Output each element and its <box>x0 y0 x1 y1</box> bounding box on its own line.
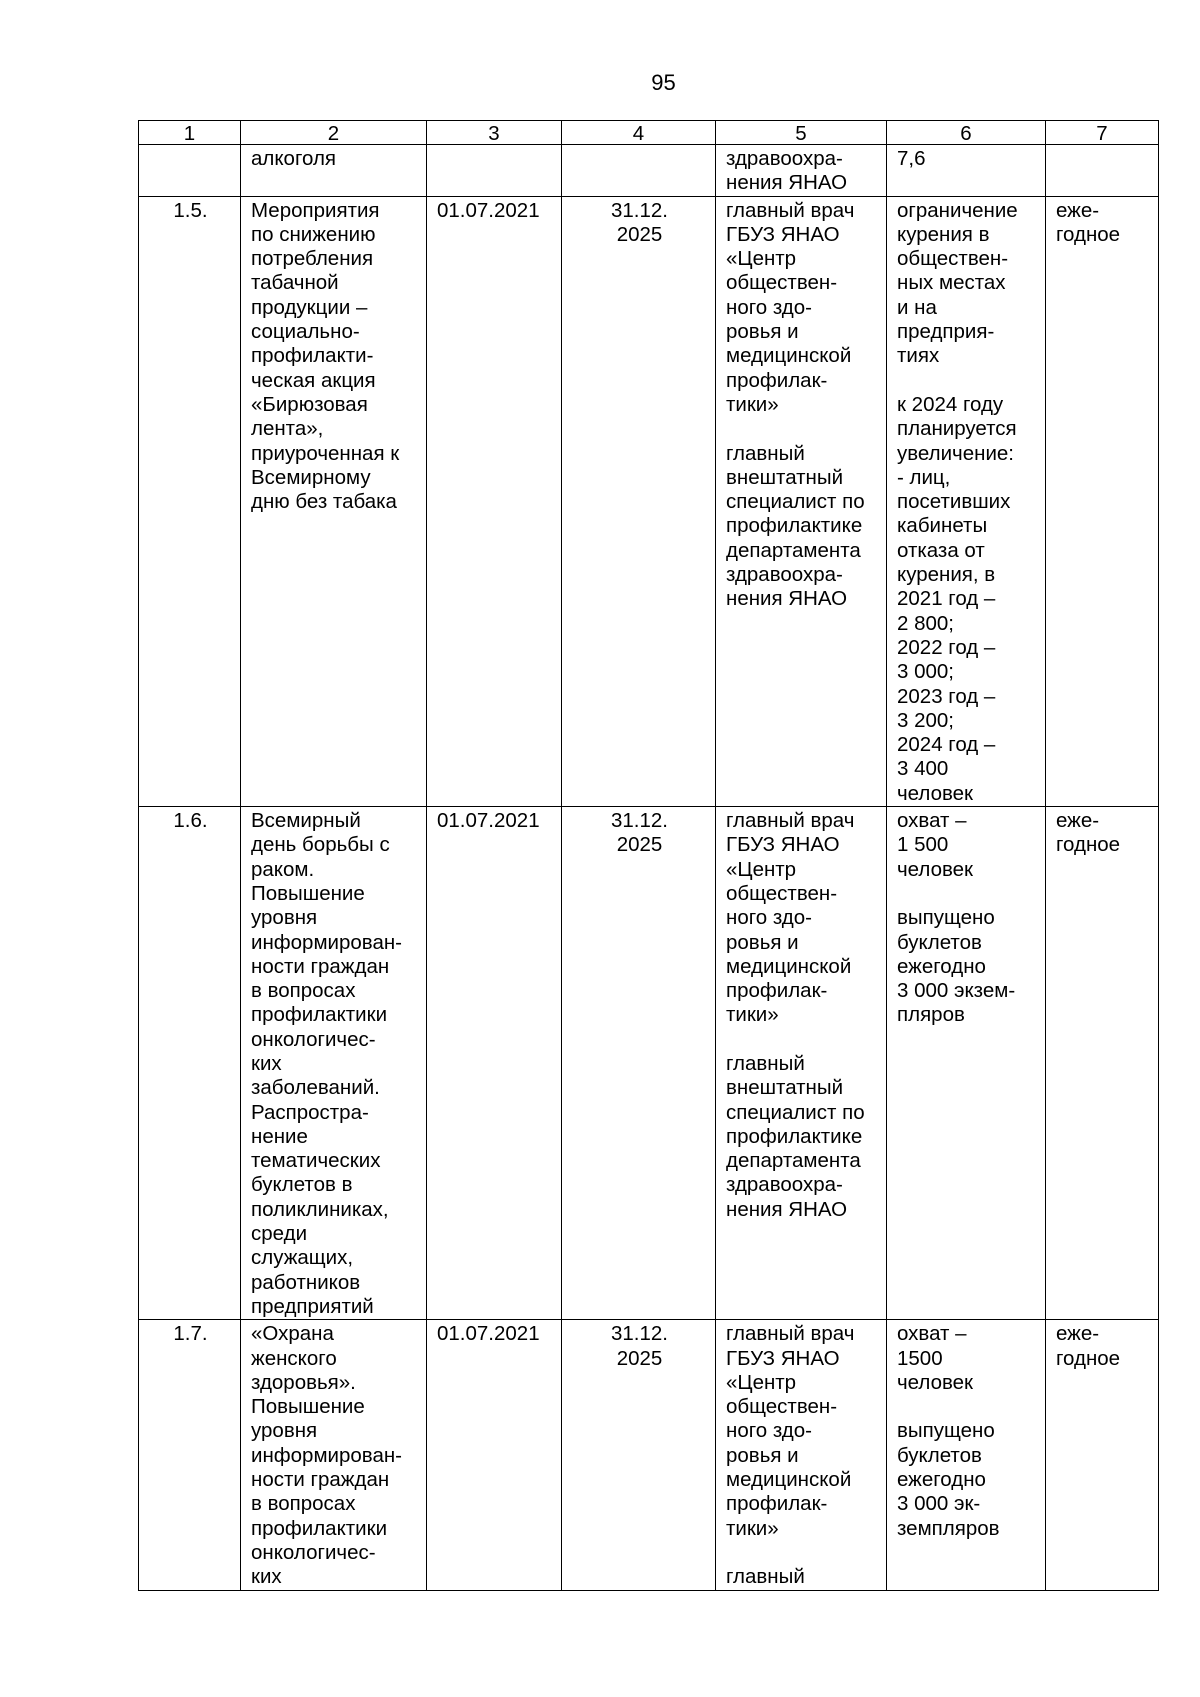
responsible-cell: главный врач ГБУЗ ЯНАО «Центр обществен- ного здо- ровья и медицинской профилак- тики» главный внештатный специалист по профилактике департамента здравоохра- нения ЯНАО <box>716 196 887 806</box>
start-date-cell: 01.07.2021 <box>427 807 562 1320</box>
event-cell: «Охрана женского здоровья». Повышение уровня информирован- ности граждан в вопросах профилактики онкологичес- ких <box>241 1320 427 1590</box>
table-row <box>139 196 1159 806</box>
column-header: 5 <box>716 121 887 145</box>
column-header: 4 <box>562 121 716 145</box>
row-number-cell: 1.6. <box>139 807 241 1320</box>
column-header: 1 <box>139 121 241 145</box>
responsible-cell: здравоохра- нения ЯНАО <box>716 145 887 197</box>
end-date-cell <box>562 145 716 197</box>
start-date-cell: 01.07.2021 <box>427 196 562 806</box>
end-date-cell: 31.12. 2025 <box>562 196 716 806</box>
row-number-cell <box>139 145 241 197</box>
table-row <box>139 145 1159 197</box>
result-cell: охват – 1 500 человек выпущено буклетов ежегодно 3 000 экзем- пляров <box>887 807 1046 1320</box>
result-cell: ограничение курения в обществен- ных местах и на предприя- тиях к 2024 году планируется увеличение: - лиц, посетивших кабинеты отказа от курения, в 2021 год – 2 800; 2022 год – 3 000; 2023 год – 3 200; 2024 год – 3 400 человек <box>887 196 1046 806</box>
table-row <box>139 807 1159 1320</box>
event-cell: Мероприятия по снижению потребления табачной продукции – социально- профилакти- ческая акция «Бирюзовая лента», приуроченная к Всемирному дню без табака <box>241 196 427 806</box>
end-date-cell: 31.12. 2025 <box>562 807 716 1320</box>
period-cell: еже- годное <box>1046 196 1159 806</box>
responsible-cell: главный врач ГБУЗ ЯНАО «Центр обществен- ного здо- ровья и медицинской профилак- тики» главный <box>716 1320 887 1590</box>
period-cell <box>1046 145 1159 197</box>
table-row <box>139 1320 1159 1590</box>
column-header: 3 <box>427 121 562 145</box>
page-number: 95 <box>651 70 676 95</box>
column-header: 7 <box>1046 121 1159 145</box>
row-number-cell: 1.7. <box>139 1320 241 1590</box>
period-cell: еже- годное <box>1046 807 1159 1320</box>
responsible-cell: главный врач ГБУЗ ЯНАО «Центр обществен- ного здо- ровья и медицинской профилак- тики» главный внештатный специалист по профилактике департамента здравоохра- нения ЯНАО <box>716 807 887 1320</box>
result-cell: охват – 1500 человек выпущено буклетов ежегодно 3 000 эк- земпляров <box>887 1320 1046 1590</box>
header-row <box>139 121 1159 145</box>
column-header: 2 <box>241 121 427 145</box>
start-date-cell: 01.07.2021 <box>427 1320 562 1590</box>
event-cell: алкоголя <box>241 145 427 197</box>
result-cell: 7,6 <box>887 145 1046 197</box>
end-date-cell: 31.12. 2025 <box>562 1320 716 1590</box>
start-date-cell <box>427 145 562 197</box>
event-cell: Всемирный день борьбы с раком. Повышение уровня информирован- ности граждан в вопросах профилактики онкологичес- ких заболеваний. Распростра- нение тематических буклетов в поликлиниках, среди служащих, работников предприятий <box>241 807 427 1320</box>
row-number-cell: 1.5. <box>139 196 241 806</box>
events-table <box>138 120 1159 1591</box>
period-cell: еже- годное <box>1046 1320 1159 1590</box>
column-header: 6 <box>887 121 1046 145</box>
